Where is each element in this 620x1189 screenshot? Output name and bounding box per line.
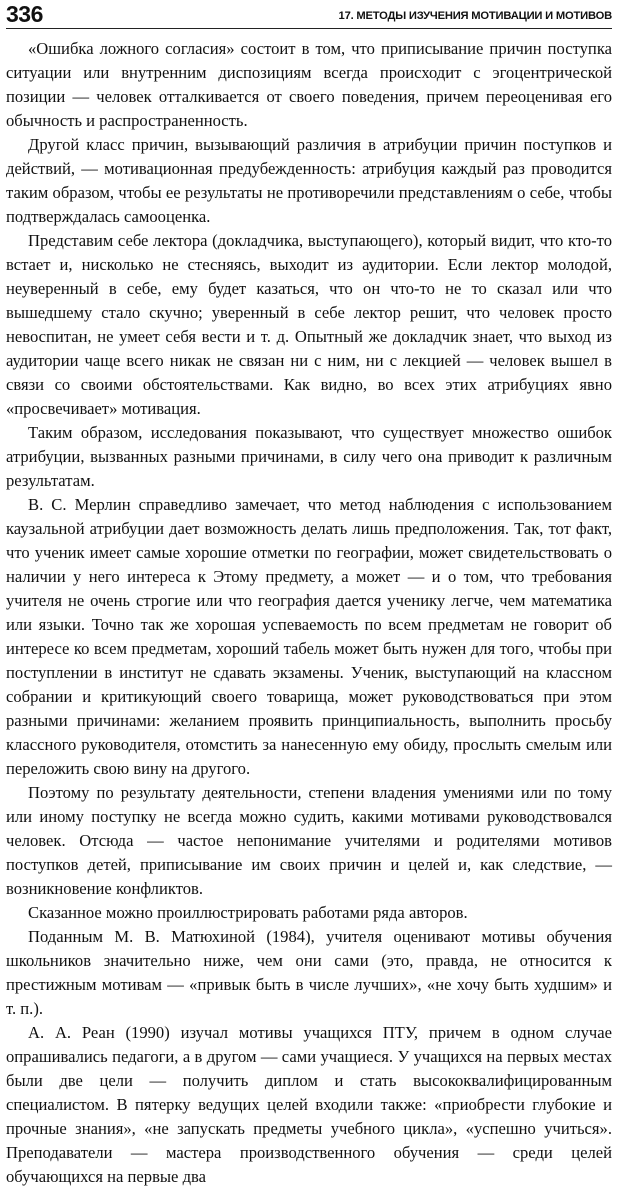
paragraph: Другой класс причин, вызывающий различия в атрибуции причин поступков и действий, — мотивационная предубежденность: атрибуция каждый раз проводится таким образом, чтобы ее результаты не противоречили представлениям о себе, чтобы подтверждалась самооценка. bbox=[6, 135, 612, 226]
paragraph: Сказанное можно проиллюстрировать работами ряда авторов. bbox=[28, 903, 468, 922]
running-title: 17. МЕТОДЫ ИЗУЧЕНИЯ МОТИВАЦИИ И МОТИВОВ bbox=[338, 10, 612, 22]
body-text bbox=[6, 37, 612, 1189]
paragraph: Поданным М. В. Матюхиной (1984), учителя оценивают мотивы обучения школьников значительно ниже, чем они сами (это, правда, не относится к престижным мотивам — «привык быть в числе лучших», «не хочу быть худшим» и т. п.). bbox=[6, 927, 612, 1018]
paragraph: Таким образом, исследования показывают, что существует множество ошибок атрибуции, вызванных разными причинами, в силу чего она приводит к различным результатам. bbox=[6, 423, 612, 490]
paragraph: «Ошибка ложного согласия» состоит в том, что приписывание причин поступка ситуации или внутренним диспозициям всегда происходит с эгоцентрической позиции — человек отталкивается от своего поведения, причем переоценивая его обычность и распространенность. bbox=[6, 39, 612, 130]
page-header bbox=[6, 0, 612, 29]
page-number: 336 bbox=[6, 1, 43, 27]
paragraph: Поэтому по результату деятельности, степени владения умениями или по тому или иному поступку не всегда можно судить, какими мотивами руководствовался человек. Отсюда — частое непонимание учителями и родителями мотивов поступков детей, приписывание им своих причин и целей и, как следствие, — возникновение конфликтов. bbox=[6, 783, 612, 898]
paragraph: А. А. Реан (1990) изучал мотивы учащихся ПТУ, причем в одном случае опрашивались педагоги, а в другом — сами учащиеся. У учащихся на первых местах были две цели — получить диплом и стать высококвалифицированным специалистом. В пятерку ведущих целей входили также: «приобрести глубокие и прочные знания», «не запускать предметы учебного цикла», «успешно учиться». Преподаватели — мастера производственного обучения — среди целей обучающихся на первые два bbox=[6, 1023, 612, 1186]
paragraph: Представим себе лектора (докладчика, выступающего), который видит, что кто-то встает и, нисколько не стесняясь, выходит из аудитории. Если лектор молодой, неуверенный в себе, ему будет казаться, что он что-то не то сказал или что вышедшему стало скучно; уверенный в себе лектор решит, что человек просто невоспитан, не умеет себя вести и т. д. Опытный же докладчик знает, что выход из аудитории чаще всего никак не связан ни с ним, ни с лекцией — человек вышел в связи со своими обстоятельствами. Как видно, во всех этих атрибуциях явно «просвечивает» мотивация. bbox=[6, 231, 612, 418]
paragraph: В. С. Мерлин справедливо замечает, что метод наблюдения с использованием каузальной атрибуции дает возможность делать лишь предположения. Так, тот факт, что ученик имеет самые хорошие отметки по географии, может свидетельствовать о наличии у него интереса к Этому предмету, а может — и о том, что требования учителя не очень строгие или что география дается ученику легче, чем математика или языки. Точно так же хорошая успеваемость по всем предметам не говорит об интересе ко всем предметам, хороший табель может быть нужен для того, чтобы при поступлении в институт не сдавать экзамены. Ученик, выступающий на классном собрании и критикующий своего товарища, может руководствоваться при этом разными причинами: желанием проявить принципиальность, выполнить просьбу классного руководителя, отомстить за нанесенную ему обиду, прослыть смелым или переложить свою вину на другого. bbox=[6, 495, 612, 778]
